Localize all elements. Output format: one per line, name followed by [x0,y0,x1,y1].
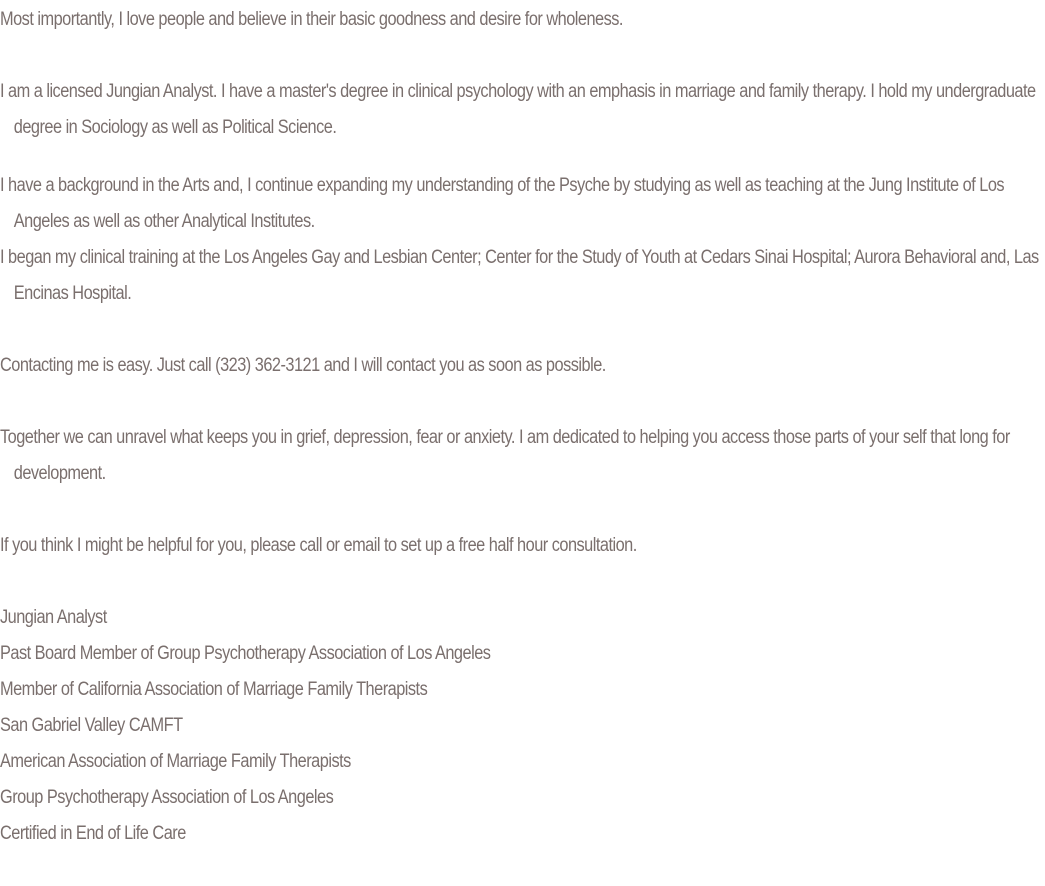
credential-item: American Association of Marriage Family Therapists [0,751,351,772]
credential-item: Past Board Member of Group Psychotherapy Association of Los Angeles [0,643,491,664]
education-paragraph: I am a licensed Jungian Analyst. I have a master's degree in clinical psychology with an emphasis in marriage and family therapy. I hold my undergraduate degree in Sociology as well as Political Science. [0,81,1036,138]
contact-paragraph: Contacting me is easy. Just call (323) 362-3121 and I will contact you as soon as possible. [0,355,606,376]
consultation-paragraph: If you think I might be helpful for you, please call or email to set up a free half hour consultation. [0,535,637,556]
intro-paragraph: Most importantly, I love people and believe in their basic goodness and desire for wholeness. [0,9,623,30]
paragraph-spacer [0,38,1045,74]
credential-item: Certified in End of Life Care [0,823,186,844]
paragraph-spacer [0,146,1045,168]
approach-paragraph: Together we can unravel what keeps you in grief, depression, fear or anxiety. I am dedicated to helping you access those parts of your self that long for development. [0,427,1010,484]
credential-item: Member of California Association of Marriage Family Therapists [0,679,428,700]
paragraph-spacer [0,384,1045,420]
bio-text-block [0,2,1045,852]
credential-item: Group Psychotherapy Association of Los Angeles [0,787,334,808]
training-paragraph: I began my clinical training at the Los Angeles Gay and Lesbian Center; Center for the Study of Youth at Cedars Sinai Hospital; Aurora Behavioral and, Las Encinas Hospital. [0,247,1039,304]
background-paragraph: I have a background in the Arts and, I continue expanding my understanding of the Psyche by studying as well as teaching at the Jung Institute of Los Angeles as well as other Analytical Institutes. [0,175,1005,232]
credential-item: Jungian Analyst [0,607,107,628]
paragraph-spacer [0,564,1045,600]
credentials-list [0,600,1045,852]
paragraph-spacer [0,312,1045,348]
credential-item: San Gabriel Valley CAMFT [0,715,183,736]
paragraph-spacer [0,492,1045,528]
